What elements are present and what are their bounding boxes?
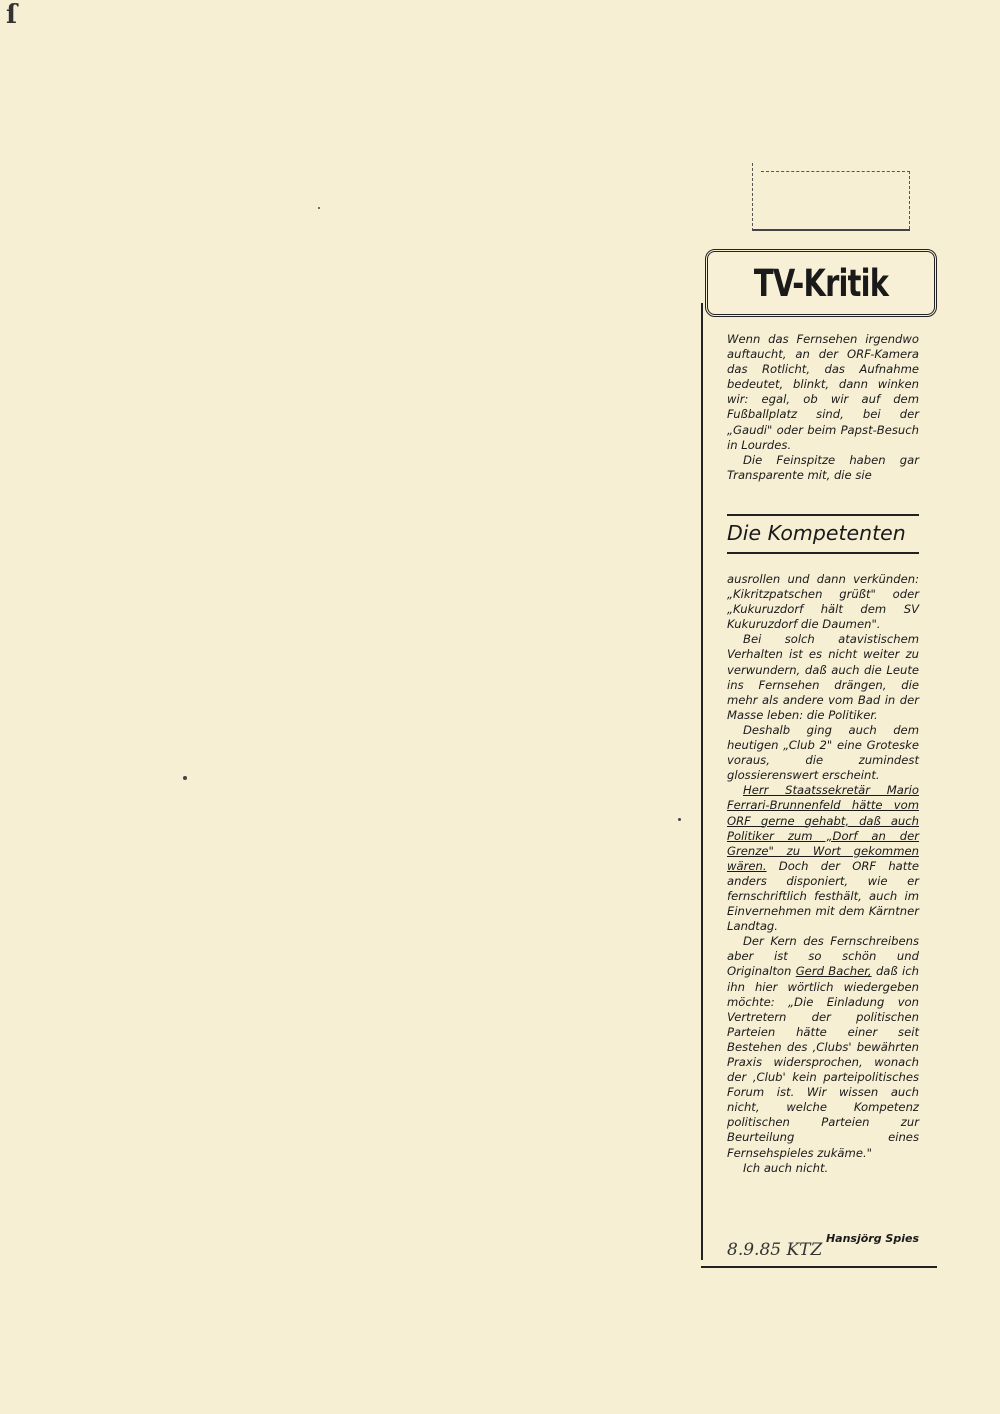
newspaper-clipping xyxy=(701,243,937,1268)
handwritten-date-note: 8.9.85 KTZ xyxy=(727,1240,823,1260)
page-corner-mark: ſ xyxy=(6,0,18,30)
quote-text: daß ich ihn hier wörtlich wiedergeben möchte: „Die Einladung von Vertretern der politischen Parteien hätte einer seit Bestehen des ,Clubs' bewährten Praxis widersprochen, wonach der ,Club' kein parteipolitisches Forum ist. Wir wissen auch nicht, welche Kompetenz politischen Parteien zur Beurteilung eines Fernsehspieles zukäme." xyxy=(727,964,919,1160)
article-paragraph: Bei solch atavistischem Verhalten ist es nicht weiter zu verwundern, daß auch die Leute ins Fernsehen drängen, die mehr als andere vom Bad in der Masse leben: die Politiker. xyxy=(727,632,919,722)
speck xyxy=(318,207,320,209)
column-header-title: TV-Kritik xyxy=(753,261,889,305)
clipping-left-edge xyxy=(701,303,703,1260)
article-paragraph: Deshalb ging auch dem heutigen „Club 2" eine Groteske voraus, die zumindest glossierenswert erscheint. xyxy=(727,722,919,783)
article-top-text xyxy=(727,332,919,483)
column-header-box xyxy=(705,249,937,317)
quoted-name: Gerd Bacher, xyxy=(795,964,872,979)
subheadline-box xyxy=(727,514,919,554)
archive-stamp xyxy=(752,163,910,231)
author-signature: Hansjörg Spies xyxy=(825,1232,919,1245)
article-main-text xyxy=(727,572,919,1176)
speck xyxy=(678,818,681,821)
article-paragraph: ausrollen und dann verkünden: „Kikritzpatschen grüßt" oder „Kukuruzdorf hält dem SV Kukuruzdorf die Daumen". xyxy=(727,572,919,632)
article-paragraph xyxy=(727,783,919,934)
article-closing: Ich auch nicht. xyxy=(743,1160,829,1175)
article-paragraph xyxy=(727,934,919,1160)
article-paragraph: Wenn das Fernsehen irgendwo auftaucht, an der ORF-Kamera das Rotlicht, das Aufnahme bedeutet, blinkt, dann winken wir: egal, ob wir auf dem Fußballplatz sind, bei der „Gaudi" oder beim Papst-Besuch in Lourdes. xyxy=(727,332,919,452)
clipping-bottom-edge xyxy=(701,1266,937,1268)
subheadline: Die Kompetenten xyxy=(727,521,906,545)
speck xyxy=(183,776,187,780)
paragraph-continuation: Doch der ORF hatte anders disponiert, wie er fernschriftlich festhält, auch im Einvernehmen mit dem Kärntner Landtag. xyxy=(727,858,919,934)
underlined-passage: Herr Staatssekretär Mario Ferrari-Brunnenfeld hätte vom ORF gerne gehabt, daß auch Politiker zum „Dorf an der Grenze" zu Wort gekommen wären. xyxy=(727,783,919,873)
quote-intro: Der Kern des Fernschreibens aber ist so schön und Originalton xyxy=(727,934,919,979)
article-paragraph: Die Feinspitze haben gar Transparente mit, die sie xyxy=(727,452,919,482)
